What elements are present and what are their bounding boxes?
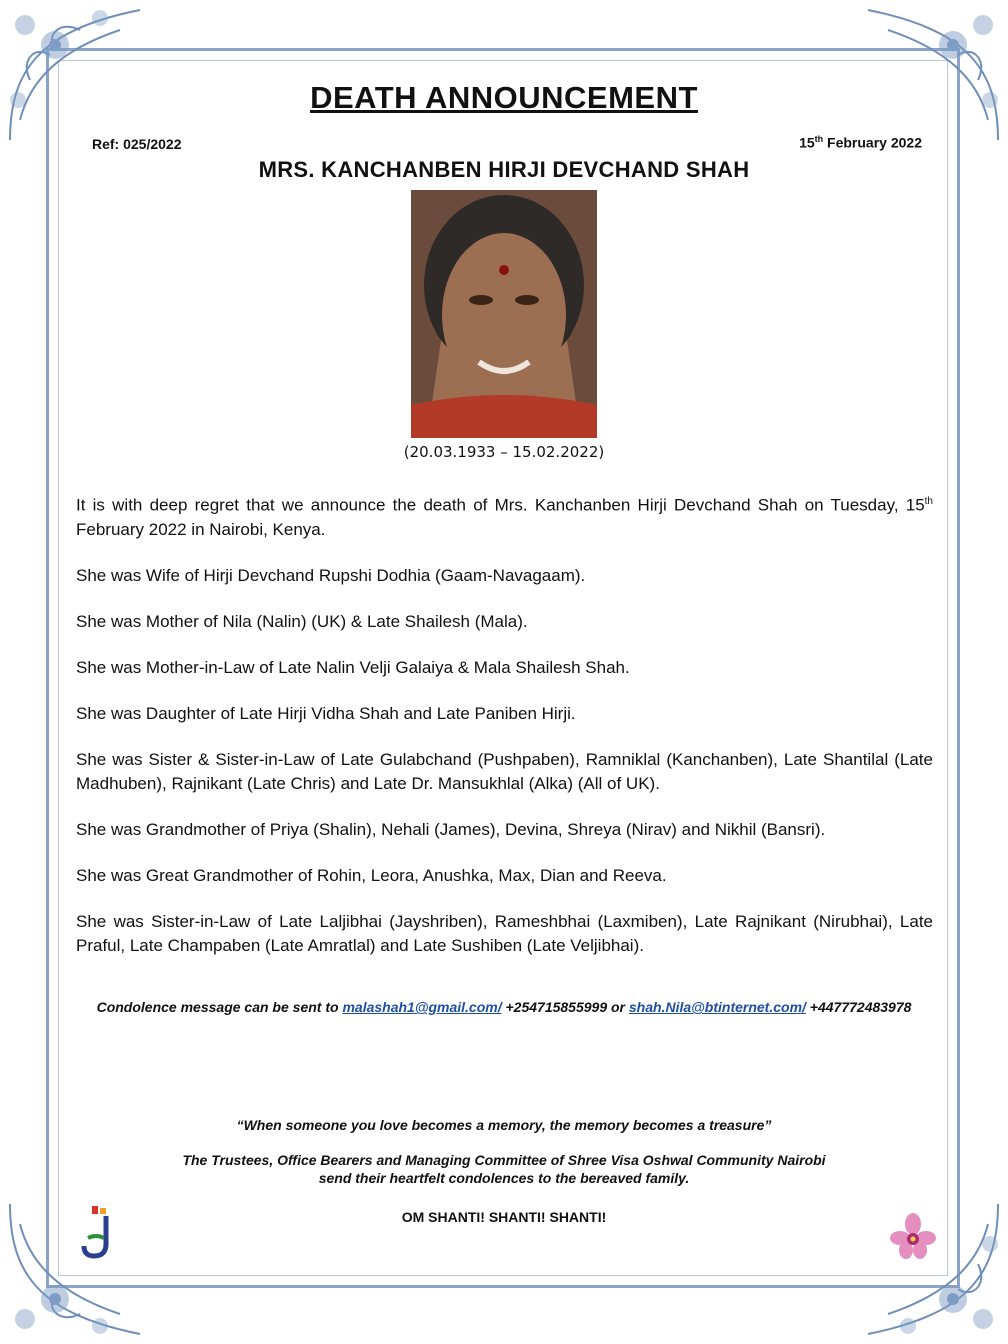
paragraph-mother: She was Mother of Nila (Nalin) (UK) & Late Shailesh (Mala). [76,611,528,631]
trustees-line-2: send their heartfelt condolences to the bereaved family. [318,1170,690,1186]
announcement-date: 15th February 2022 [799,134,922,151]
paragraph-mother-in-law: She was Mother-in-Law of Late Nalin Velji Galaiya & Mala Shailesh Shah. [76,657,630,677]
page-title: DEATH ANNOUNCEMENT [310,80,698,115]
email-link-mala[interactable]: malashah1@gmail.com/ [342,999,502,1015]
paragraph-grandmother: She was Grandmother of Priya (Shalin), Nehali (James), Devina, Shreya (Nirav) and Nikhil (Bansri). [76,819,826,839]
deceased-name: MRS. KANCHANBEN HIRJI DEVCHAND SHAH [258,157,750,182]
paragraph-great-grandmother: She was Great Grandmother of Rohin, Leora, Anushka, Max, Dian and Reeva. [76,865,667,885]
paragraph-announcement: It is with deep regret that we announce the death of Mrs. Kanchanben Hirji Devchand Shah on Tuesday, 15th February 2022 in Nairobi, Kenya. [76,495,933,539]
reference-number: Ref: 025/2022 [92,136,182,152]
email-link-nila[interactable]: shah.Nila@btinternet.com/ [628,999,806,1015]
orchid-flower-icon [888,1212,938,1262]
announcement-body [76,490,933,980]
lifespan-dates: (20.03.1933 – 15.02.2022) [403,443,605,461]
condolence-contact: Condolence message can be sent to malashah1@gmail.com/ +254715855999 or shah.Nila@btinternet.com/ +447772483978 [96,999,912,1015]
om-shanti: OM SHANTI! SHANTI! SHANTI! [401,1209,607,1225]
paragraph-sister: She was Sister & Sister-in-Law of Late Gulabchand (Pushpaben), Ramniklal (Kanchanben), Late Shantilal (Late Madhuben), Rajnikant (Late Chris) and Late Dr. Mansukhlal (Alka) (All of UK). [76,749,933,793]
paragraph-daughter: She was Daughter of Late Hirji Vidha Shah and Late Paniben Hirji. [76,703,576,723]
floral-corner-icon [0,0,150,150]
community-logo-icon [80,1204,120,1260]
paragraph-wife: She was Wife of Hirji Devchand Rupshi Dodhia (Gaam-Navagaam). [76,565,586,585]
paragraph-sister-in-law: She was Sister-in-Law of Late Laljibhai (Jayshriben), Rameshbhai (Laxmiben), Late Rajnikant (Nirubhai), Late Praful, Late Champaben (Late Amratlal) and Late Sushiben (Late Veljibhai). [76,911,933,955]
trustees-line-1: The Trustees, Office Bearers and Managing Committee of Shree Visa Oshwal Community Nairobi [182,1152,826,1168]
floral-corner-icon [858,0,1008,150]
trustees-condolence [0,1151,1008,1187]
portrait-photo [411,190,597,438]
memorial-quote: “When someone you love becomes a memory, the memory becomes a treasure” [236,1117,772,1133]
